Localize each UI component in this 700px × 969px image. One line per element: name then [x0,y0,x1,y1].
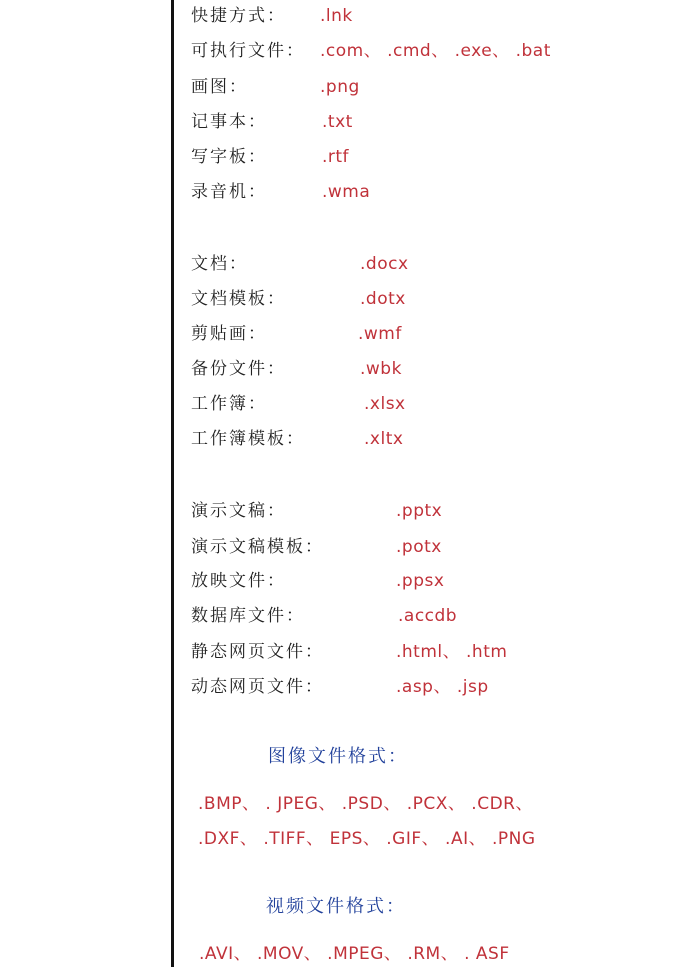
ext-clipart: .wmf [358,324,402,344]
label-clipart: 剪贴画： [191,324,267,344]
ext-document-template: .dotx [360,289,406,309]
ext-document: .docx [360,254,409,274]
ext-presentation-template: .potx [396,537,442,557]
label-dynamic-webpage: 动态网页文件： [191,677,324,697]
ext-static-webpage: .html、 .htm [396,642,508,662]
ext-dynamic-webpage: .asp、 .jsp [396,677,489,697]
heading-video-formats: 视频文件格式： [266,896,406,917]
ext-workbook-template: .xltx [364,429,404,449]
row-document [191,250,671,278]
image-formats-line-1: .BMP、 . JPEG、 .PSD、 .PCX、 .CDR、 [198,794,533,814]
label-shortcut: 快捷方式： [191,6,286,26]
ext-recorder: .wma [322,182,371,202]
label-slideshow: 放映文件： [191,571,286,591]
video-formats-line-1: .AVI、 .MOV、 .MPEG、 .RM、 . ASF [199,944,510,964]
ext-notepad: .txt [322,112,353,132]
left-border-line [171,0,174,967]
ext-backup: .wbk [360,359,402,379]
row-executable [191,37,671,65]
ext-wordpad: .rtf [322,147,350,167]
row-database [191,602,671,630]
row-paint [191,73,671,101]
label-executable: 可执行文件： [191,41,305,61]
image-formats-line-2: .DXF、 .TIFF、 EPS、 .GIF、 .AI、 .PNG [198,829,536,849]
ext-presentation: .pptx [396,501,443,521]
label-workbook: 工作簿： [191,394,267,414]
row-presentation [191,497,671,525]
label-notepad: 记事本： [191,112,267,132]
row-slideshow [191,567,671,595]
label-recorder: 录音机： [191,182,267,202]
row-document-template [191,285,671,313]
row-shortcut [191,2,671,30]
row-workbook [191,390,671,418]
ext-shortcut: .lnk [320,6,353,26]
label-presentation-template: 演示文稿模板： [191,537,324,557]
label-document-template: 文档模板： [191,289,286,309]
row-wordpad [191,143,671,171]
row-workbook-template [191,425,671,453]
row-notepad [191,108,671,136]
row-clipart [191,320,671,348]
ext-database: .accdb [398,606,458,626]
label-workbook-template: 工作簿模板： [191,429,305,449]
label-paint: 画图： [191,77,248,97]
row-backup [191,355,671,383]
ext-paint: .png [320,77,360,97]
row-static-webpage [191,638,671,666]
label-backup: 备份文件： [191,359,286,379]
label-presentation: 演示文稿： [191,501,286,521]
ext-executable: .com、 .cmd、 .exe、 .bat [320,41,551,61]
label-static-webpage: 静态网页文件： [191,642,324,662]
row-dynamic-webpage [191,673,671,701]
row-recorder [191,178,671,206]
label-document: 文档： [191,254,248,274]
ext-slideshow: .ppsx [396,571,445,591]
ext-workbook: .xlsx [364,394,406,414]
label-database: 数据库文件： [191,606,305,626]
label-wordpad: 写字板： [191,147,267,167]
heading-image-formats: 图像文件格式： [268,746,408,767]
row-presentation-template [191,533,671,561]
